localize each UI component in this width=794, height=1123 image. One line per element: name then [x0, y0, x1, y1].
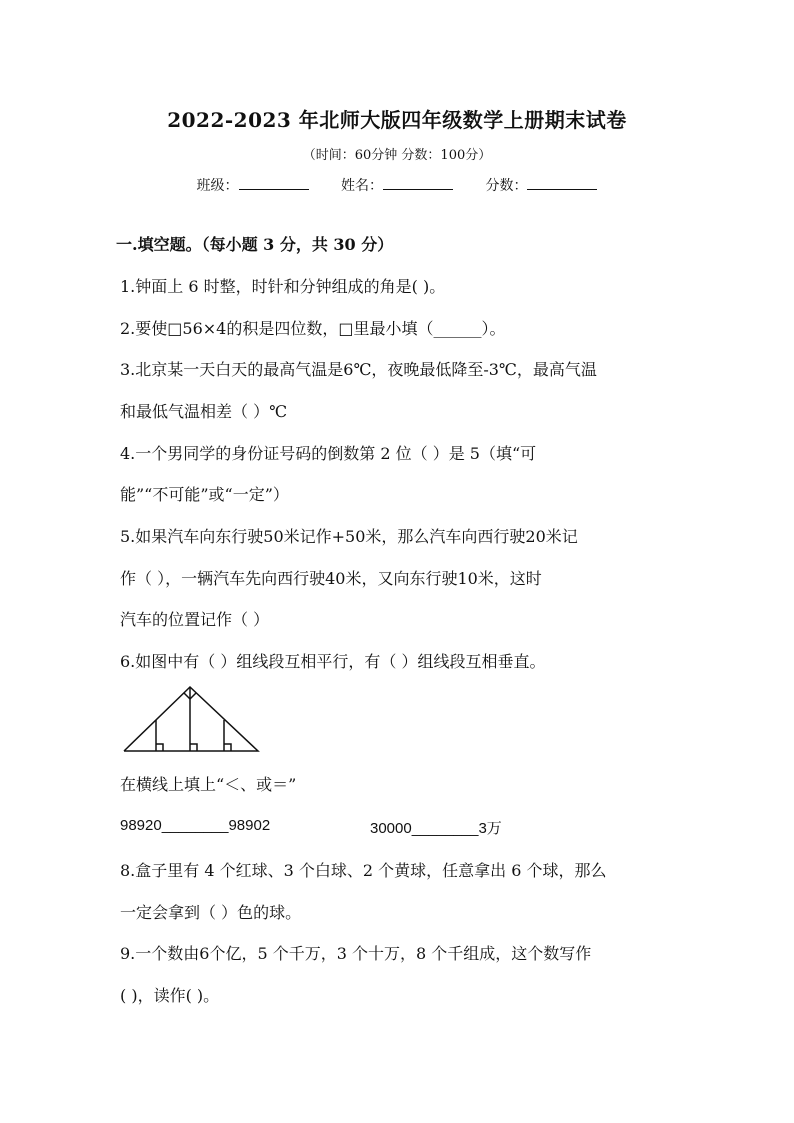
question-7-instruction: 在横线上填上“＜、或＝”: [120, 775, 297, 794]
question-5-line-2: 作（ ），一辆汽车先向西行驶40米，又向东行驶10米，这时: [120, 569, 542, 588]
name-field: [341, 175, 453, 195]
question-7-compare-a: 98920________98902: [120, 817, 271, 834]
question-6: 6.如图中有（ ）组线段互相平行，有（ ）组线段互相垂直。: [120, 652, 546, 671]
class-field: [197, 175, 309, 195]
question-8-line-1: 8.盒子里有 4 个红球、3 个白球、2 个黄球，任意拿出 6 个球，那么: [120, 861, 607, 880]
class-blank[interactable]: [239, 175, 309, 190]
right-angle-mark-right: [224, 744, 231, 751]
question-9-line-2: ( )，读作( )。: [120, 986, 220, 1005]
question-1: 1.钟面上 6 时整，时针和分钟组成的角是( )。: [120, 277, 446, 296]
question-8-line-2: 一定会拿到（ ）色的球。: [120, 903, 302, 922]
question-5-line-3: 汽车的位置记作（ ）: [120, 610, 270, 629]
question-7-compare-b: 30000________3万: [370, 820, 502, 837]
class-label: 班级：: [196, 178, 239, 194]
page-title: 2022-2023 年北师大版四年级数学上册期末试卷: [167, 108, 627, 132]
right-angle-mark-middle: [190, 744, 197, 751]
triangle-outline: [124, 687, 258, 751]
score-blank[interactable]: [527, 175, 597, 190]
name-blank[interactable]: [383, 175, 453, 190]
right-angle-mark-left: [156, 744, 163, 751]
question-5-line-1: 5.如果汽车向东行驶50米记作+50米，那么汽车向西行驶20米记: [120, 527, 578, 546]
student-info-row: [0, 175, 794, 195]
score-field: [485, 175, 597, 195]
triangle-figure: [122, 682, 262, 754]
score-label: 分数：: [485, 178, 528, 194]
question-9-line-1: 9.一个数由6个亿，5 个千万，3 个十万，8 个千组成，这个数写作: [120, 944, 592, 963]
question-4-line-1: 4.一个男同学的身份证号码的倒数第 2 位（ ）是 5（填“可: [120, 444, 537, 463]
question-2: 2.要使□56×4的积是四位数，□里最小填（______）。: [120, 319, 506, 338]
question-3-line-1: 3.北京某一天白天的最高气温是6℃，夜晚最低降至-3℃，最高气温: [120, 360, 597, 379]
exam-info: （时间：60分钟 分数：100分）: [302, 148, 492, 163]
name-label: 姓名：: [341, 178, 383, 194]
section-heading: 一.填空题。（每小题 3 分，共 30 分）: [116, 235, 394, 254]
question-3-line-2: 和最低气温相差（ ）℃: [120, 402, 287, 421]
question-4-line-2: 能”“不可能”或“一定”）: [120, 485, 289, 504]
